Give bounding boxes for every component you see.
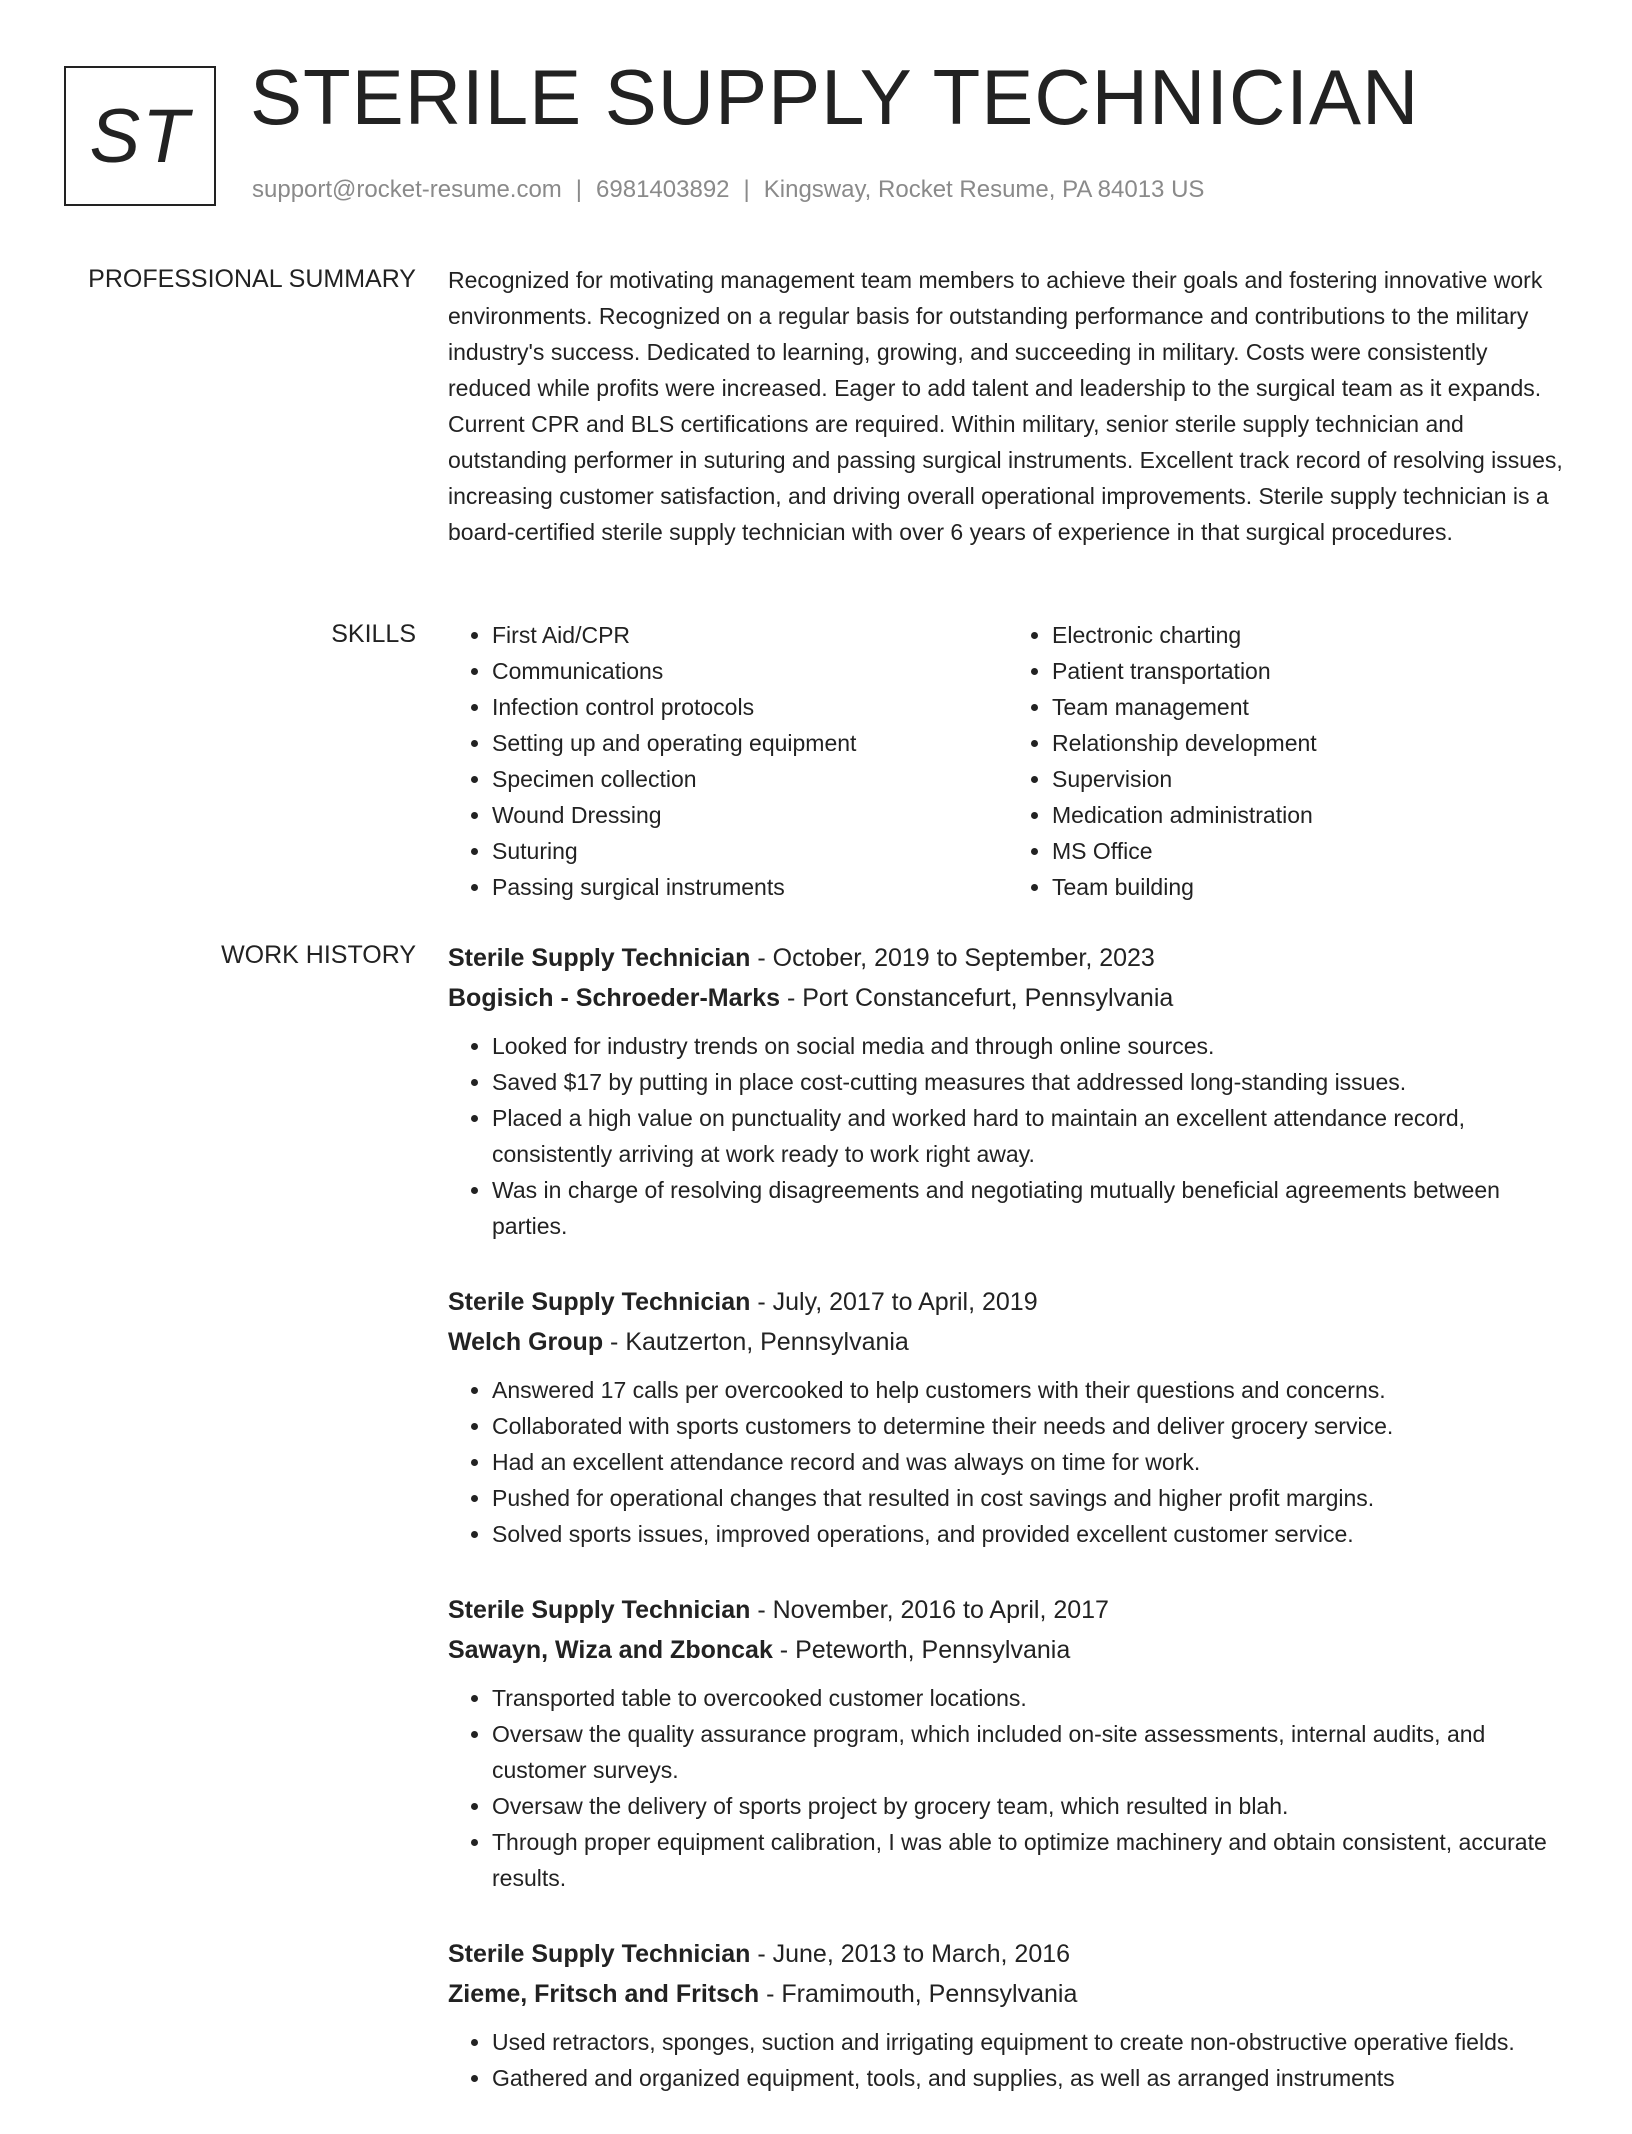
skill-item: • Medication administration xyxy=(1052,797,1568,833)
job-company: Sawayn, Wiza and Zboncak xyxy=(448,1636,773,1664)
contact-address: Kingsway, Rocket Resume, PA 84013 US xyxy=(763,176,1205,203)
skill-item: • First Aid/CPR xyxy=(492,617,1008,653)
skills-list-left xyxy=(448,617,1008,905)
job-bullet: • Gathered and organized equipment, tools, and supplies, as well as arranged instruments xyxy=(492,2060,1568,2096)
job-role: Sterile Supply Technician xyxy=(448,1940,751,1968)
job-bullet: • Solved sports issues, improved operations, and provided excellent customer service. xyxy=(492,1516,1568,1552)
job-entry xyxy=(448,938,1568,1244)
contact-separator: | xyxy=(743,176,750,203)
job-location: - Framimouth, Pennsylvania xyxy=(759,1980,1078,2008)
skill-item: • Relationship development xyxy=(1052,725,1568,761)
job-role-line xyxy=(448,1590,1568,1630)
job-bullet: • Saved $17 by putting in place cost-cutting measures that addressed long-standing issues. xyxy=(492,1064,1568,1100)
contact-email: support@rocket-resume.com xyxy=(252,176,562,203)
summary-text: Recognized for motivating management team members to achieve their goals and fostering innovative work environments. Recognized on a regular basis for outstanding performance and contributions to the military industry's success. Dedicated to learning, growing, and succeeding in military. Costs were consistently reduced while profits were increased. Eager to add talent and leadership to the surgical team as it expands. Current CPR and BLS certifications are required. Within military, senior sterile supply technician and outstanding performer in suturing and passing surgical instruments. Excellent track record of resolving issues, increasing customer satisfaction, and driving overall operational improvements. Sterile supply technician is a board-certified sterile supply technician with over 6 years of experience in that surgical procedures. xyxy=(448,267,1563,545)
job-company-line xyxy=(448,1974,1568,2014)
skill-item: • Specimen collection xyxy=(492,761,1008,797)
job-location: - Peteworth, Pennsylvania xyxy=(772,1636,1071,1664)
job-dates: - July, 2017 to April, 2019 xyxy=(750,1288,1038,1316)
job-company-line xyxy=(448,978,1568,1018)
job-company: Bogisich - Schroeder-Marks xyxy=(448,984,781,1012)
job-bullets xyxy=(448,1028,1568,1244)
job-role-line xyxy=(448,938,1568,978)
skill-item: • Infection control protocols xyxy=(492,689,1008,725)
job-bullets xyxy=(448,2024,1568,2096)
job-company: Welch Group xyxy=(448,1328,604,1356)
skill-item: • Wound Dressing xyxy=(492,797,1008,833)
skill-item: • Patient transportation xyxy=(1052,653,1568,689)
skill-item: • Electronic charting xyxy=(1052,617,1568,653)
job-bullet: • Placed a high value on punctuality and worked hard to maintain an excellent attendance record, consistently arriving at work ready to work right away. xyxy=(492,1100,1568,1172)
job-role: Sterile Supply Technician xyxy=(448,1288,751,1316)
skills-heading: SKILLS xyxy=(331,620,416,648)
job-entry xyxy=(448,1282,1568,1552)
job-bullets xyxy=(448,1372,1568,1552)
skill-item: • Passing surgical instruments xyxy=(492,869,1008,905)
resume-title: STERILE SUPPLY TECHNICIAN xyxy=(250,53,1420,141)
job-bullet: • Oversaw the delivery of sports project by grocery team, which resulted in blah. xyxy=(492,1788,1568,1824)
skill-item: • Supervision xyxy=(1052,761,1568,797)
skill-item: • Communications xyxy=(492,653,1008,689)
job-dates: - June, 2013 to March, 2016 xyxy=(750,1940,1071,1968)
job-dates: - November, 2016 to April, 2017 xyxy=(750,1596,1109,1624)
skill-item: • Team building xyxy=(1052,869,1568,905)
skills-list-right xyxy=(1008,617,1568,905)
job-role: Sterile Supply Technician xyxy=(448,1596,751,1624)
skill-item: • Setting up and operating equipment xyxy=(492,725,1008,761)
contact-line xyxy=(252,176,1204,204)
job-entry xyxy=(448,1590,1568,1896)
skills-body xyxy=(448,617,1568,905)
job-bullet: • Pushed for operational changes that resulted in cost savings and higher profit margins. xyxy=(492,1480,1568,1516)
job-role-line xyxy=(448,1282,1568,1322)
job-bullet: • Had an excellent attendance record and was always on time for work. xyxy=(492,1444,1568,1480)
job-bullet: • Through proper equipment calibration, I was able to optimize machinery and obtain consistent, accurate results. xyxy=(492,1824,1568,1896)
job-bullets xyxy=(448,1680,1568,1896)
contact-separator: | xyxy=(575,176,583,203)
job-bullet: • Was in charge of resolving disagreements and negotiating mutually beneficial agreements between parties. xyxy=(492,1172,1568,1244)
job-bullet: • Used retractors, sponges, suction and irrigating equipment to create non-obstructive operative fields. xyxy=(492,2024,1568,2060)
job-role-line xyxy=(448,1934,1568,1974)
job-location: - Kautzerton, Pennsylvania xyxy=(603,1328,909,1356)
job-entry xyxy=(448,1934,1568,2096)
job-role: Sterile Supply Technician xyxy=(448,944,751,972)
job-bullet: • Oversaw the quality assurance program, which included on-site assessments, internal audits, and customer surveys. xyxy=(492,1716,1568,1788)
job-bullet: • Transported table to overcooked customer locations. xyxy=(492,1680,1568,1716)
job-bullet: • Collaborated with sports customers to determine their needs and deliver grocery service. xyxy=(492,1408,1568,1444)
job-dates: - October, 2019 to September, 2023 xyxy=(750,944,1155,972)
monogram-initials: ST xyxy=(89,93,191,179)
work-body xyxy=(448,938,1568,2134)
job-company: Zieme, Fritsch and Fritsch xyxy=(448,1980,760,2008)
work-heading: WORK HISTORY xyxy=(221,941,416,969)
summary-body xyxy=(448,262,1568,550)
contact-phone: 6981403892 xyxy=(596,176,730,203)
skill-item: • Suturing xyxy=(492,833,1008,869)
job-bullet: • Answered 17 calls per overcooked to help customers with their questions and concerns. xyxy=(492,1372,1568,1408)
skill-item: • MS Office xyxy=(1052,833,1568,869)
skill-item: • Team management xyxy=(1052,689,1568,725)
job-company-line xyxy=(448,1630,1568,1670)
job-bullet: • Looked for industry trends on social media and through online sources. xyxy=(492,1028,1568,1064)
job-company-line xyxy=(448,1322,1568,1362)
job-location: - Port Constancefurt, Pennsylvania xyxy=(780,984,1174,1012)
summary-heading: PROFESSIONAL SUMMARY xyxy=(88,265,416,293)
monogram-box xyxy=(64,66,216,206)
